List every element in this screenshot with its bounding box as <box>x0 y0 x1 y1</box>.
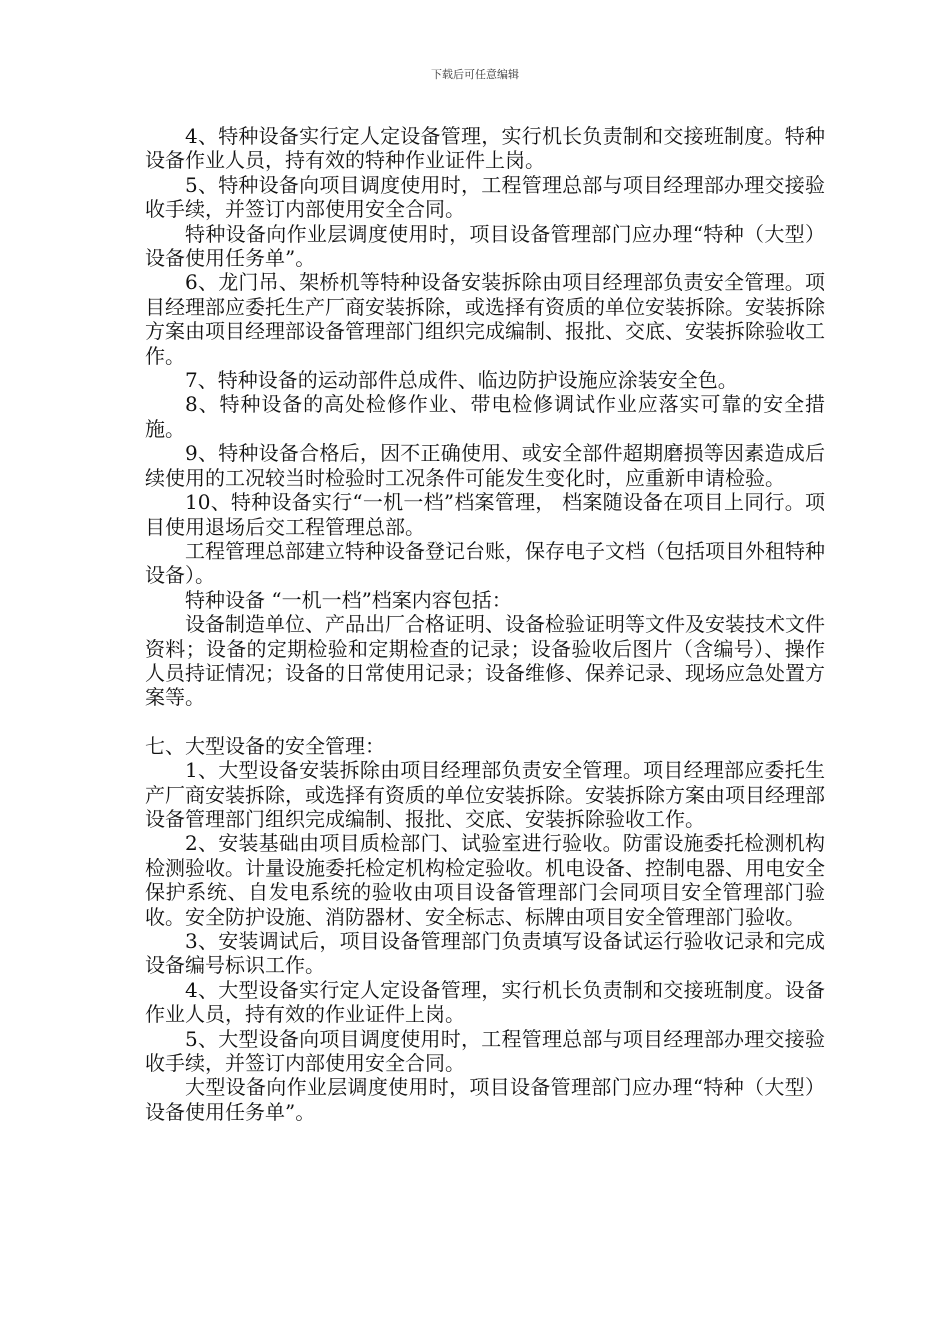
section-heading-large-equipment: 七、大型设备的安全管理： <box>145 733 385 758</box>
paragraph-special-5-dispatch: 特种设备向作业层调度使用时，项目设备管理部门应办理“特种（大型）设备使用任务单”。 <box>145 221 825 271</box>
paragraph-archive-intro: 特种设备 “一机一档”档案内容包括： <box>185 587 512 612</box>
paragraph-special-9: 9、特种设备合格后，因不正确使用、或安全部件超期磨损等因素造成后续使用的工况较当时检验时工况条件可能发生变化时，应重新申请检验。 <box>145 441 825 490</box>
paragraph-large-2: 2、安装基础由项目质检部门、试验室进行验收。防雷设施委托检测机构检测验收。计量设施委托检定机构检定验收。机电设备、控制电器、用电安全保护系统、自发电系统的验收由项目设备管理部门会同项目安全管理部门验收。安全防护设施、消防器材、安全标志、标牌由项目安全管理部门验收。 <box>145 831 825 929</box>
paragraph-special-7: 7、特种设备的运动部件总成件、临边防护设施应涂装安全色。 <box>185 368 738 393</box>
paragraph-large-3: 3、安装调试后，项目设备管理部门负责填写设备试运行验收记录和完成设备编号标识工作。 <box>145 929 825 978</box>
paragraph-large-1: 1、大型设备安装拆除由项目经理部负责安全管理。项目经理部应委托生产厂商安装拆除，或选择有资质的单位安装拆除。安装拆除方案由项目经理部设备管理部门组织完成编制、报批、交底、安装拆除验收工作。 <box>145 758 825 831</box>
paragraph-large-5-dispatch: 大型设备向作业层调度使用时，项目设备管理部门应办理“特种（大型）设备使用任务单”。 <box>145 1075 825 1124</box>
paragraph-special-5: 5、特种设备向项目调度使用时，工程管理总部与项目经理部办理交接验收手续，并签订内部使用安全合同。 <box>145 172 825 222</box>
paragraph-special-6: 6、龙门吊、架桥机等特种设备安装拆除由项目经理部负责安全管理。项目经理部应委托生产厂商安装拆除，或选择有资质的单位安装拆除。安装拆除方案由项目经理部设备管理部门组织完成编制、报批、交底、安装拆除验收工作。 <box>145 270 825 368</box>
paragraph-archive-contents: 设备制造单位、产品出厂合格证明、设备检验证明等文件及安装技术文件资料；设备的定期检验和定期检查的记录；设备验收后图片（含编号）、操作人员持证情况；设备的日常使用记录；设备维修、保养记录、现场应急处置方案等。 <box>145 612 825 710</box>
paragraph-special-10: 10、特种设备实行“一机一档”档案管理， 档案随设备在项目上同行。项目使用退场后交工程管理总部。 <box>145 490 825 539</box>
paragraph-special-4: 4、特种设备实行定人定设备管理，实行机长负责制和交接班制度。特种设备作业人员，持有效的特种作业证件上岗。 <box>145 124 825 173</box>
header-note: 下载后可任意编辑 <box>431 68 519 81</box>
paragraph-special-8: 8、特种设备的高处检修作业、带电检修调试作业应落实可靠的安全措施。 <box>145 392 825 441</box>
paragraph-ledger: 工程管理总部建立特种设备登记台账，保存电子文档（包括项目外租特种设备）。 <box>145 538 825 588</box>
paragraph-large-4: 4、大型设备实行定人定设备管理，实行机长负责制和交接班制度。设备作业人员，持有效的作业证件上岗。 <box>145 977 825 1027</box>
document-body <box>145 124 825 1124</box>
paragraph-large-5: 5、大型设备向项目调度使用时，工程管理总部与项目经理部办理交接验收手续，并签订内部使用安全合同。 <box>145 1026 825 1076</box>
